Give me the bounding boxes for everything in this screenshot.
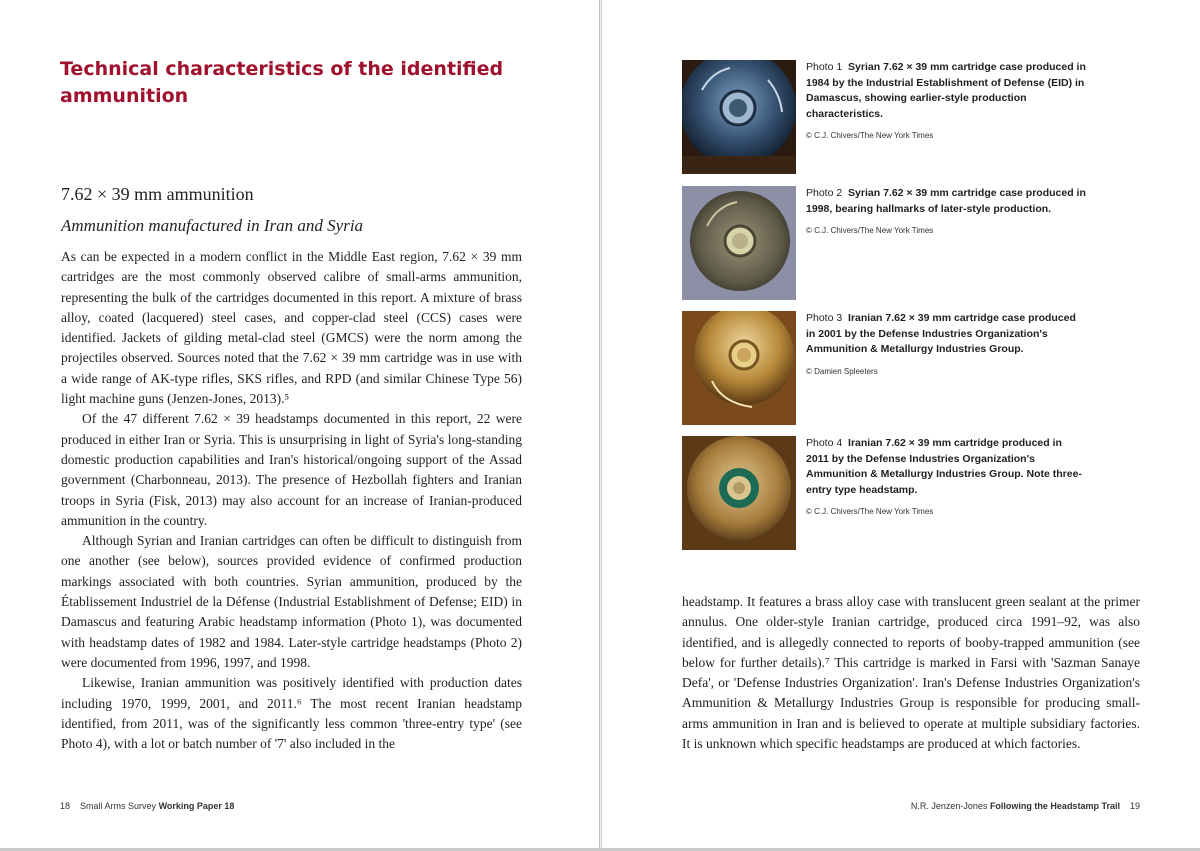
left-body-text [61, 247, 522, 754]
paragraph: Of the 47 different 7.62 × 39 headstamps documented in this report, 22 were produced in either Iran or Syria. This is unsurprising in light of Syria's long-standing domestic production capabilities and Iran's historical/ongoing support of the Assad government (Charbonneau, 2013). The presence of Hezbollah fighters and Iranian troops in Syria (Fisk, 2013) may also account for an increase of Iranian-produced ammunition in the country. [61, 411, 522, 528]
cartridge-photo-4 [682, 436, 796, 550]
photo-caption-2 [806, 186, 1086, 239]
caption-text: Syrian 7.62 × 39 mm cartridge case produced in 1984 by the Industrial Establishment of Defense (EID) in Damascus, showing earlier-style production characteristics. [806, 61, 1086, 120]
cartridge-photo-3 [682, 311, 796, 425]
paragraph: headstamp. It features a brass alloy case with translucent green sealant at the primer annulus. One older-style Iranian cartridge, produced circa 1991–92, was also identified, and is allegedly connected to reports of booby-trapped ammunition (see below for further details).⁷ This cartridge is marked in Farsi with 'Sazman Sanaye Defa', or 'Defense Industries Organization'. Iran's Defense Industries Organization's Ammunition & Metallurgy Industries Group is responsible for producing small-arms ammunition in Iran and is believed to operate at multiple subsidiary factories. It is unknown which specific headstamps are produced at which factories. [682, 594, 1140, 752]
photo-label: Photo 3 [806, 312, 843, 324]
right-body-text [682, 592, 1140, 754]
author-name: N.R. Jenzen-Jones [910, 801, 988, 811]
page-number: 19 [1129, 801, 1140, 811]
photo-credit: © C.J. Chivers/The New York Times [806, 226, 934, 235]
sub-subheading: Ammunition manufactured in Iran and Syria [61, 216, 364, 235]
photo-label: Photo 2 [806, 187, 843, 199]
report-title: Following the Headstamp Trail [989, 801, 1120, 811]
cartridge-photo-1 [682, 60, 796, 174]
subheading: 7.62 × 39 mm ammunition [61, 184, 254, 204]
photo-caption-3 [806, 311, 1086, 379]
photo-label: Photo 4 [806, 437, 843, 449]
section-title: Technical characteristics of the identified ammunition [60, 58, 504, 107]
photo-iranian-2011-headstamp [682, 436, 796, 550]
photo-label: Photo 1 [806, 61, 843, 73]
photo-credit: © C.J. Chivers/The New York Times [806, 131, 934, 140]
photo-caption-4 [806, 436, 1086, 520]
photo-syrian-1998-headstamp [682, 186, 796, 300]
caption-text: Syrian 7.62 × 39 mm cartridge case produced in 1998, bearing hallmarks of later-style production. [806, 187, 1086, 215]
paragraph: Likewise, Iranian ammunition was positively identified with production dates including 1970, 1999, 2001, and 2011.⁶ The most recent Iranian headstamp identified, from 2011, was of the significantly less common 'three-entry type' (see Photo 4), with a lot or batch number of '7' also included in the [61, 675, 522, 752]
paragraph: Although Syrian and Iranian cartridges can often be difficult to distinguish from one another (see below), sources provided evidence of confirmed production markings associated with both countries. Syrian ammunition, produced by the Établissement Industriel de la Défense (Industrial Establishment of Defense; EID) in Damascus and featuring Arabic headstamp information (Photo 1), was documented with headstamp dates of 1982 and 1984. Later-style cartridge headstamps (Photo 2) were documented from 1996, 1997, and 1998. [61, 533, 522, 670]
photo-credit: © Damien Spleeters [806, 366, 878, 376]
right-footer [911, 801, 1140, 811]
caption-text: Iranian 7.62 × 39 mm cartridge case produced in 2001 by the Defense Industries Organization's Ammunition & Metallurgy Industries Group. [806, 312, 1076, 355]
series-name: Working Paper 18 [158, 801, 235, 811]
photo-caption-1 [806, 60, 1086, 144]
page-number: 18 [60, 801, 71, 811]
caption-text: Iranian 7.62 × 39 mm cartridge produced in 2011 by the Defense Industries Organization's Ammunition & Metallurgy Industries Group. Note three-entry type headstamp. [806, 437, 1082, 496]
cartridge-photo-2 [682, 186, 796, 300]
photo-credit: © C.J. Chivers/The New York Times [806, 507, 934, 516]
photo-syrian-1984-headstamp [682, 60, 796, 174]
photo-iranian-2001-headstamp [682, 311, 796, 425]
paragraph: As can be expected in a modern conflict in the Middle East region, 7.62 × 39 mm cartridges are the most commonly observed calibre of small-arms ammunition, representing the bulk of the cartridges documented in this report. A mixture of brass alloy, coated (lacquered) steel cases, and copper-clad steel (CCS) cases were identified. Jackets of gilding metal-clad steel (GMCS) were the norm among the projectiles observed. Sources noted that the 7.62 × 39 mm cartridge was in use with a wide range of AK-type rifles, SKS rifles, and RPD (and similar Chinese Type 56) light machine guns (Jenzen-Jones, 2013).⁵ [61, 249, 522, 407]
left-footer [60, 801, 234, 811]
publication-name: Small Arms Survey [80, 801, 157, 811]
